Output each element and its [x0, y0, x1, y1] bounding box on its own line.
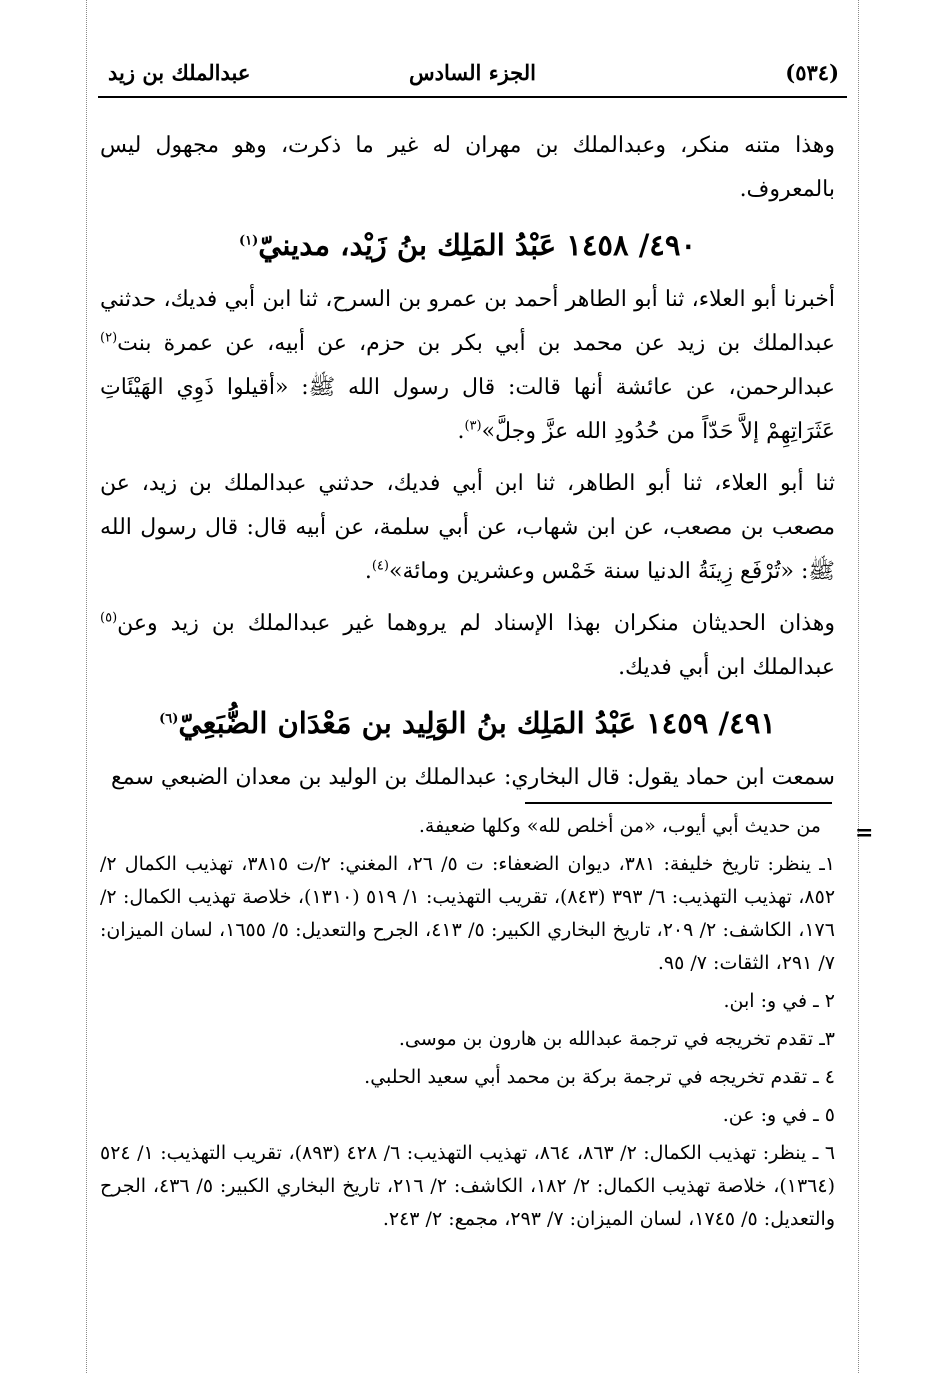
continuation-mark: =: [855, 820, 874, 846]
running-head: عبدالملك بن زيد: [108, 60, 251, 85]
paragraph-text: عبدالرحمن، عن عائشة أنها قالت: قال رسول الله ﷺ: «أقيلوا ذَوِي الهَيْئَاتِ عَثَرَاتِهِمْ إلاَّ حَدّاً من حُدُودِ الله عزَّ وجلَّ»: [100, 375, 835, 444]
intro-paragraph: وهذا متنه منكر، وعبدالملك بن مهران له غير ما ذكرت، وهو مجهول ليس بالمعروف.: [100, 133, 835, 202]
main-text: [100, 124, 835, 808]
footnote-3: ٣ـ تقدم تخريجه في ترجمة عبدالله بن هارون بن موسى.: [398, 1028, 835, 1050]
footnote-4: ٤ ـ تقدم تخريجه في ترجمة بركة بن محمد أبي سعيد الحلبي.: [364, 1066, 835, 1088]
volume-title: الجزء السادس: [409, 60, 536, 85]
footnote-continuation: من حديث أبي أيوب، «من أخلص لله» وكلها ضعيفة.: [418, 815, 821, 837]
footnote-2: ٢ ـ في و: ابن.: [723, 990, 835, 1012]
footnote-ref: (٦): [159, 711, 179, 727]
page-header: [98, 46, 847, 98]
footnotes: [100, 810, 835, 1241]
footnote-6: ٦ ـ ينظر: تهذيب الكمال: ٢/ ٨٦٣، ٨٦٤، تهذيب التهذيب: ٦/ ٤٢٨ (٨٩٣)، تقريب التهذيب: ١/ ٥٢٤ (١٣٦٤)، خلاصة تهذيب الكمال: ٢/ ١٨٢، الكاشف: ٢/ ٢١٦، تاريخ البخاري الكبير: ٥/ ٤٣٦، الجرح والتعديل: ٥/ ١٧٤٥، لسان الميزان: ٧/ ٢٩٣، مجمع: ٢/ ٢٤٣.: [100, 1142, 836, 1230]
entry-title-text: ٤٩٠/ ١٤٥٨ عَبْدُ المَلِك بنُ زَيْد، مدينيّ: [258, 228, 697, 262]
footnote-ref: (٤): [371, 558, 389, 574]
footnote-5: ٥ ـ في و: عن.: [722, 1104, 835, 1126]
footnote-separator: [525, 802, 832, 804]
paragraph-text: .: [457, 419, 465, 444]
footnote-ref: (٣): [464, 418, 482, 434]
page-number: (٥٣٤): [785, 60, 839, 85]
paragraph-text: أخبرنا أبو العلاء، ثنا أبو الطاهر أحمد بن عمرو بن السرح، ثنا ابن أبي فديك، حدثني عبدالملك بن زيد عن محمد بن أبي بكر بن حزم، عن أبيه، عن عمرة بنت: [100, 287, 835, 356]
comment-paragraph: [100, 602, 835, 690]
paragraph-text: وهذان الحديثان منكران بهذا الإسناد لم يروهما غير عبدالملك بن زيد وعن: [117, 611, 835, 636]
paragraph-text: عبدالملك ابن أبي فديك.: [618, 655, 835, 680]
entry-title-text: ٤٩١/ ١٤٥٩ عَبْدُ المَلِك بنُ الوَلِيد بن مَعْدَان الضُّبَعِيّ: [178, 706, 776, 740]
footnote-ref: (١): [238, 233, 259, 249]
hadith-paragraph-1: [100, 278, 835, 454]
footnote-ref: (٥): [100, 610, 118, 626]
entry-title-490: [100, 220, 835, 270]
paragraph-text: ثنا أبو العلاء، ثنا أبو الطاهر، ثنا ابن أبي فديك، حدثني عبدالملك بن زيد، عن مصعب بن مصعب، عن ابن شهاب، عن أبي سلمة، عن أبيه قال: قال رسول الله ﷺ: «تُرْفَع زِينَةُ الدنيا سنة خَمْس وعشرين ومائة»: [100, 471, 835, 584]
margin-rule-left: [86, 0, 87, 1373]
hadith-paragraph-2: [100, 462, 835, 594]
margin-rule-right: [858, 0, 859, 1373]
footnote-1: ١ـ ينظر: تاريخ خليفة: ٣٨١، ديوان الضعفاء: ت ٥/ ٢٦، المغني: ٢/ت ٣٨١٥، تهذيب الكمال ٢/ ٨٥٢، تهذيب التهذيب: ٦/ ٣٩٣ (٨٤٣)، تقريب التهذيب: ١/ ٥١٩ (١٣١٠)، خلاصة تهذيب الكمال: ٢/ ١٧٦، الكاشف: ٢/ ٢٠٩، تاريخ البخاري الكبير: ٥/ ٤١٣، الجرح والتعديل: ٥/ ١٦٥٥، لسان الميزان: ٧/ ٢٩١، الثقات: ٧/ ٩٥.: [100, 853, 836, 974]
entry-title-491: [100, 698, 835, 748]
entry-491-paragraph: سمعت ابن حماد يقول: قال البخاري: عبدالملك بن الوليد بن معدان الضبعي سمع: [111, 765, 835, 790]
paragraph-text: .: [364, 559, 372, 584]
footnote-ref: (٢): [100, 330, 118, 346]
